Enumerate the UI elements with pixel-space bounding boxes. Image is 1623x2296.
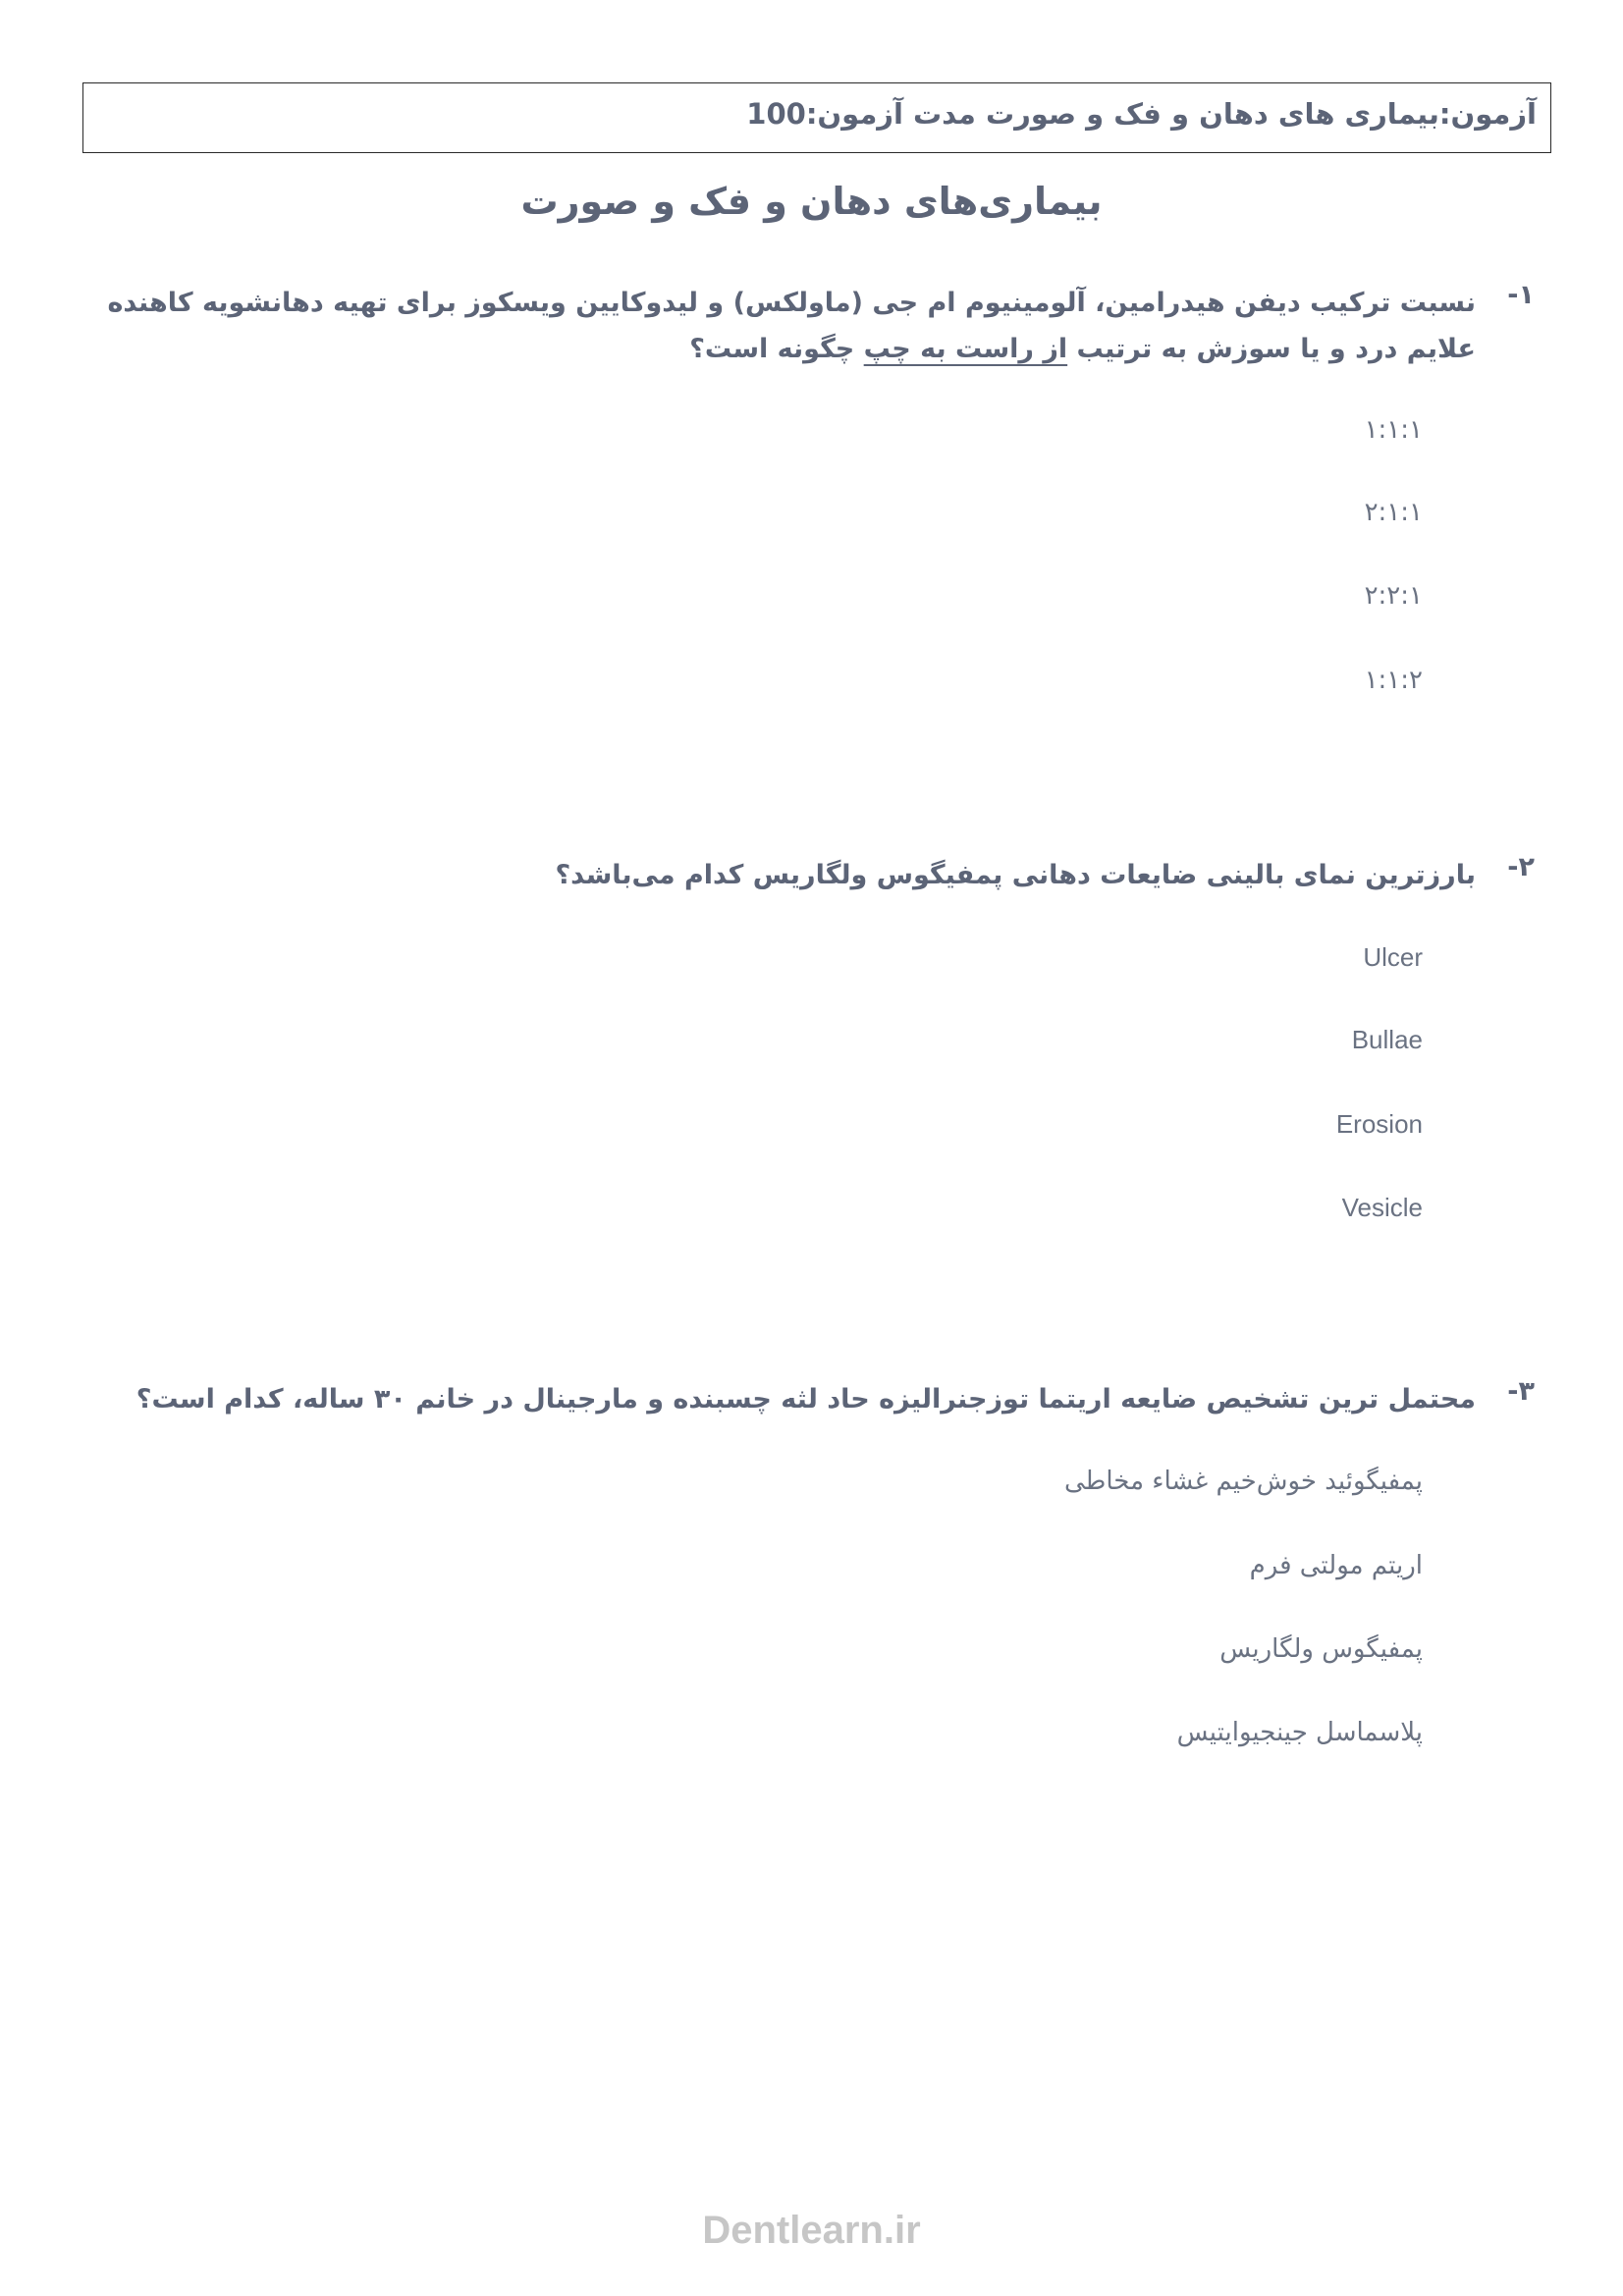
option-3a: پمفیگوئید خوش‌خیم غشاء مخاطی	[1064, 1467, 1423, 1496]
exam-header-box	[82, 82, 1551, 153]
option-3b: اریتم مولتی فرم	[1249, 1551, 1423, 1580]
question-1	[91, 280, 1535, 378]
option-3d: پلاسماسل جینجیوایتیس	[1176, 1718, 1423, 1747]
question-text-underlined: از راست به چپ	[863, 334, 1068, 364]
question-text: بارزترین نمای بالینی ضایعات دهانی پمفیگوس ولگاریس کدام می‌باشد؟	[555, 860, 1476, 890]
question-number: ۳-	[1507, 1376, 1535, 1407]
question-text-part: نسبت ترکیب دیفن هیدرامین، آلومینیوم ام جی (ماولکس) و لیدوکایین ویسکوز برای تهیه دهانشویه کاهنده علایم درد و یا سوزش به ترتیب	[107, 288, 1476, 364]
option-2d: Vesicle	[1341, 1193, 1423, 1222]
page-title: بیماری‌های دهان و فک و صورت	[520, 180, 1103, 223]
question-3	[91, 1376, 1535, 1425]
option-1a: ۱:۱:۱	[1364, 415, 1423, 445]
exam-header-text: آزمون:بیماری های دهان و فک و صورت مدت آزمون:100	[746, 97, 1537, 131]
question-number: ۱-	[1507, 280, 1535, 310]
question-text: محتمل ترین تشخیص ضایعه اریتما توزجنرالیزه حاد لثه چسبنده و مارجینال در خانم ۳۰ ساله، کدام است؟	[135, 1384, 1476, 1415]
question-2	[91, 852, 1535, 901]
option-1c: ۲:۲:۱	[1364, 581, 1423, 611]
question-text	[91, 280, 1476, 372]
option-2c: Erosion	[1335, 1109, 1423, 1139]
question-text-part: چگونه است؟	[689, 334, 864, 364]
option-1b: ۲:۱:۱	[1364, 498, 1423, 527]
watermark: Dentlearn.ir	[702, 2209, 921, 2252]
option-1d: ۱:۱:۲	[1364, 666, 1423, 695]
option-2a: Ulcer	[1363, 942, 1423, 972]
option-2b: Bullae	[1351, 1025, 1423, 1054]
option-3c: پمفیگوس ولگاریس	[1219, 1634, 1423, 1664]
question-number: ۲-	[1507, 852, 1535, 882]
